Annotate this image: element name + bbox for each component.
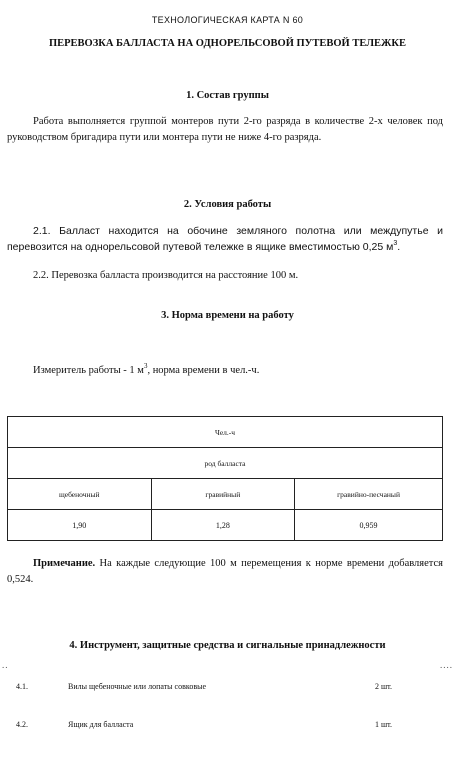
column-header-crushed-stone: щебеночный <box>8 479 152 510</box>
note-label: Примечание. <box>33 558 96 569</box>
table-columns-row <box>8 479 443 510</box>
item-2-qty: 1 шт. <box>375 720 393 729</box>
section-2-p1-text: 2.1. Балласт находится на обочине земляного полотна или междупутье и перевозится на однорельсовой путевой тележке в ящике вместимостью 0,25 м <box>7 225 443 253</box>
section-2-paragraph-1 <box>7 223 443 255</box>
card-number: ТЕХНОЛОГИЧЕСКАЯ КАРТА N 60 <box>151 15 304 25</box>
item-1-name: Вилы щебеночные или лопаты совковые <box>68 682 207 691</box>
section-2-heading: 2. Условия работы <box>183 199 272 210</box>
table-row <box>8 510 443 541</box>
item-1-number: 4.1. <box>16 682 28 691</box>
meter-end: , норма времени в чел.-ч. <box>147 365 260 376</box>
item-2-name: Ящик для балласта <box>68 720 134 729</box>
dots-right: .... <box>440 660 453 670</box>
cubic-superscript: 3 <box>393 240 398 247</box>
meter-superscript: 3 <box>143 362 148 370</box>
dots-left: .. <box>2 660 9 670</box>
item-1-qty: 2 шт. <box>375 682 393 691</box>
table-group-row <box>8 448 443 479</box>
value-crushed-stone: 1,90 <box>8 510 152 541</box>
value-gravel: 1,28 <box>151 510 295 541</box>
section-1-heading: 1. Состав группы <box>186 90 269 101</box>
work-meter-line <box>7 363 443 379</box>
section-2-paragraph-2: 2.2. Перевозка балласта производится на расстояние 100 м. <box>33 270 299 281</box>
ballast-type-header-cell: род балласта <box>8 448 443 479</box>
value-gravel-sand: 0,959 <box>295 510 443 541</box>
meter-text: Измеритель работы - 1 м <box>33 365 144 376</box>
item-2-number: 4.2. <box>16 720 28 729</box>
section-2-p1-end: . <box>397 241 401 253</box>
section-3-heading: 3. Норма времени на работу <box>161 310 294 321</box>
section-4-heading: 4. Инструмент, защитные средства и сигнальные принадлежности <box>69 640 386 651</box>
time-norm-table <box>7 416 443 541</box>
unit-header-cell: Чел.-ч <box>8 417 443 448</box>
column-header-gravel-sand: гравийно-песчаный <box>295 479 443 510</box>
section-1-text: Работа выполняется группой монтеров пути 2-го разряда в количестве 2-х человек под руководством бригадира пути или монтера пути не ниже 4-го разряда. <box>7 116 443 143</box>
note-text: На каждые следующие 100 м перемещения к норме времени добавляется 0,524. <box>7 558 443 585</box>
document-title: ПЕРЕВОЗКА БАЛЛАСТА НА ОДНОРЕЛЬСОВОЙ ПУТЕВОЙ ТЕЛЕЖКЕ <box>48 38 407 49</box>
column-header-gravel: гравийный <box>151 479 295 510</box>
note-paragraph <box>7 556 443 588</box>
table-header-row <box>8 417 443 448</box>
